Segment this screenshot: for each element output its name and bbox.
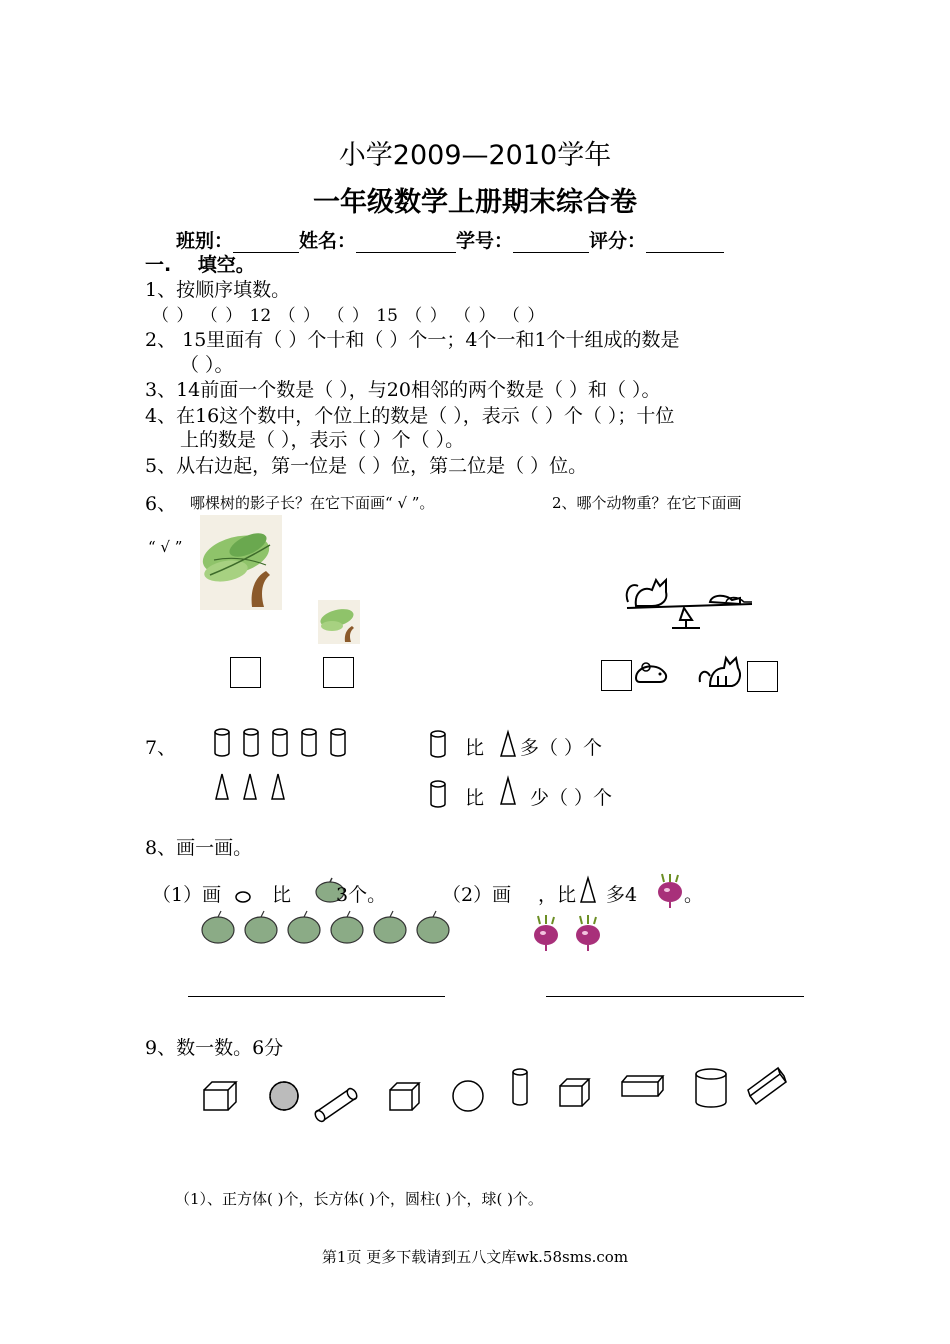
cylinder-icon [313,1087,358,1123]
q5-text: 5、从右边起，第一位是（ ）位，第二位是（ ）位。 [145,455,588,477]
apple-icon [331,911,363,943]
class-label: 班别： [176,230,234,252]
cylinder-icon [428,780,448,808]
apple-icon [202,911,234,943]
ball-icon [270,1082,298,1110]
q9-sub: （1）、正方体( )个，长方体( )个，圆柱( )个，球( )个。 [175,1190,543,1208]
q4-line2: 上的数是（ ），表示（ ）个（ ）。 [180,429,465,451]
mouse-icon [632,658,672,686]
q2-line1: 2、 15里面有（ ）个十和（ ）个一；4个一和1个十组成的数是 [145,329,680,351]
number-blank[interactable] [513,234,589,253]
q8-part2-c: 多4 [606,884,638,906]
q8-part1-b: 比 [272,884,292,906]
answer-box-cat[interactable] [747,661,778,692]
cylinder-icon [428,730,448,758]
q7-line1-bi: 比 [465,737,485,759]
cube-icon [560,1079,589,1106]
cylinder-icon [696,1069,726,1107]
radish-icon [654,874,686,908]
section-number: 一. [145,254,172,276]
q4-line1: 4、在16这个数中，个位上的数是（ ），表示（ ）个（ ）；十位 [145,405,675,427]
q1-sequence: （ ） （ ） 12 （ ） （ ） 15 （ ） （ ） （ ） [152,306,545,326]
section-title: 填空。 [197,254,255,276]
answer-box-mouse[interactable] [601,660,632,691]
footer: 第1页 更多下载请到五八文库wk.58sms.com [321,1248,629,1266]
q7-line1-rest: 多（ ）个 [520,737,603,759]
cylinder-icon [302,729,316,756]
apple-row [200,910,455,946]
q2-line2: （ ）。 [180,354,234,376]
apple-icon [417,911,449,943]
cylinder-icon [513,1069,527,1105]
cone-icon [498,730,518,758]
cone-icon [578,876,598,904]
answer-box-tree2[interactable] [323,657,354,688]
cylinder-row [212,728,352,758]
q8-part1-c: 3个。 [336,884,387,906]
q8-part2-b: ，比 [538,884,577,906]
cone-row [212,772,292,802]
student-info-row [176,226,724,253]
cylinder-icon [215,729,229,756]
seesaw-cat-mouse-icon [622,572,757,634]
draw-line-2[interactable] [546,996,804,997]
cube-icon [390,1083,419,1110]
q3-text: 3、14前面一个数是（ ），与20相邻的两个数是（ ）和（ ）。 [145,379,661,401]
q8-text: 8、画一画。 [145,837,253,859]
solids-row [200,1066,800,1118]
circle-icon [234,890,252,904]
radish-icon [534,915,558,951]
q8-part1-a: （1）画 [152,884,222,906]
apple-icon [245,911,277,943]
q1-text: 1、按顺序填数。 [145,279,291,301]
apple-icon [288,911,320,943]
cone-icon [498,776,518,806]
tree-icon [200,515,282,610]
cone-icon [216,774,228,799]
cone-icon [244,774,256,799]
cuboid-icon [622,1076,663,1096]
answer-box-tree1[interactable] [230,657,261,688]
draw-line-1[interactable] [188,996,445,997]
ball-icon [453,1081,483,1111]
number-label: 学号： [456,230,514,252]
q6-number: 6、 [145,493,177,515]
cylinder-icon [244,729,258,756]
radish-row [530,914,610,952]
radish-icon [576,915,600,951]
section-heading [145,250,255,277]
cat-icon [696,652,746,690]
small-tree-icon [318,600,360,644]
page-subtitle: 一年级数学上册期末综合卷 [313,187,637,218]
cuboid-icon [748,1068,786,1104]
q7-number: 7、 [145,737,177,759]
name-blank[interactable] [356,234,456,253]
q9-text: 9、数一数。6分 [145,1037,284,1059]
q6-question-b: 2、哪个动物重？在它下面画 [552,494,742,512]
q8-part2-a: （2）画 [442,884,512,906]
cylinder-icon [331,729,345,756]
cone-icon [272,774,284,799]
q8-part2-d: 。 [684,884,704,906]
apple-icon [374,911,406,943]
cube-icon [204,1082,236,1110]
score-label: 评分： [589,230,647,252]
page-title: 小学2009—2010学年 [338,140,612,171]
q6-question-a: 哪棵树的影子长？在它下面画“ √ ”。 [190,494,435,512]
q7-line2-bi: 比 [465,787,485,809]
q6-question-c: “ √ ” [148,538,183,556]
score-blank[interactable] [646,234,724,253]
q7-line2-rest: 少（ ）个 [530,787,613,809]
cylinder-icon [273,729,287,756]
name-label: 姓名： [299,230,357,252]
